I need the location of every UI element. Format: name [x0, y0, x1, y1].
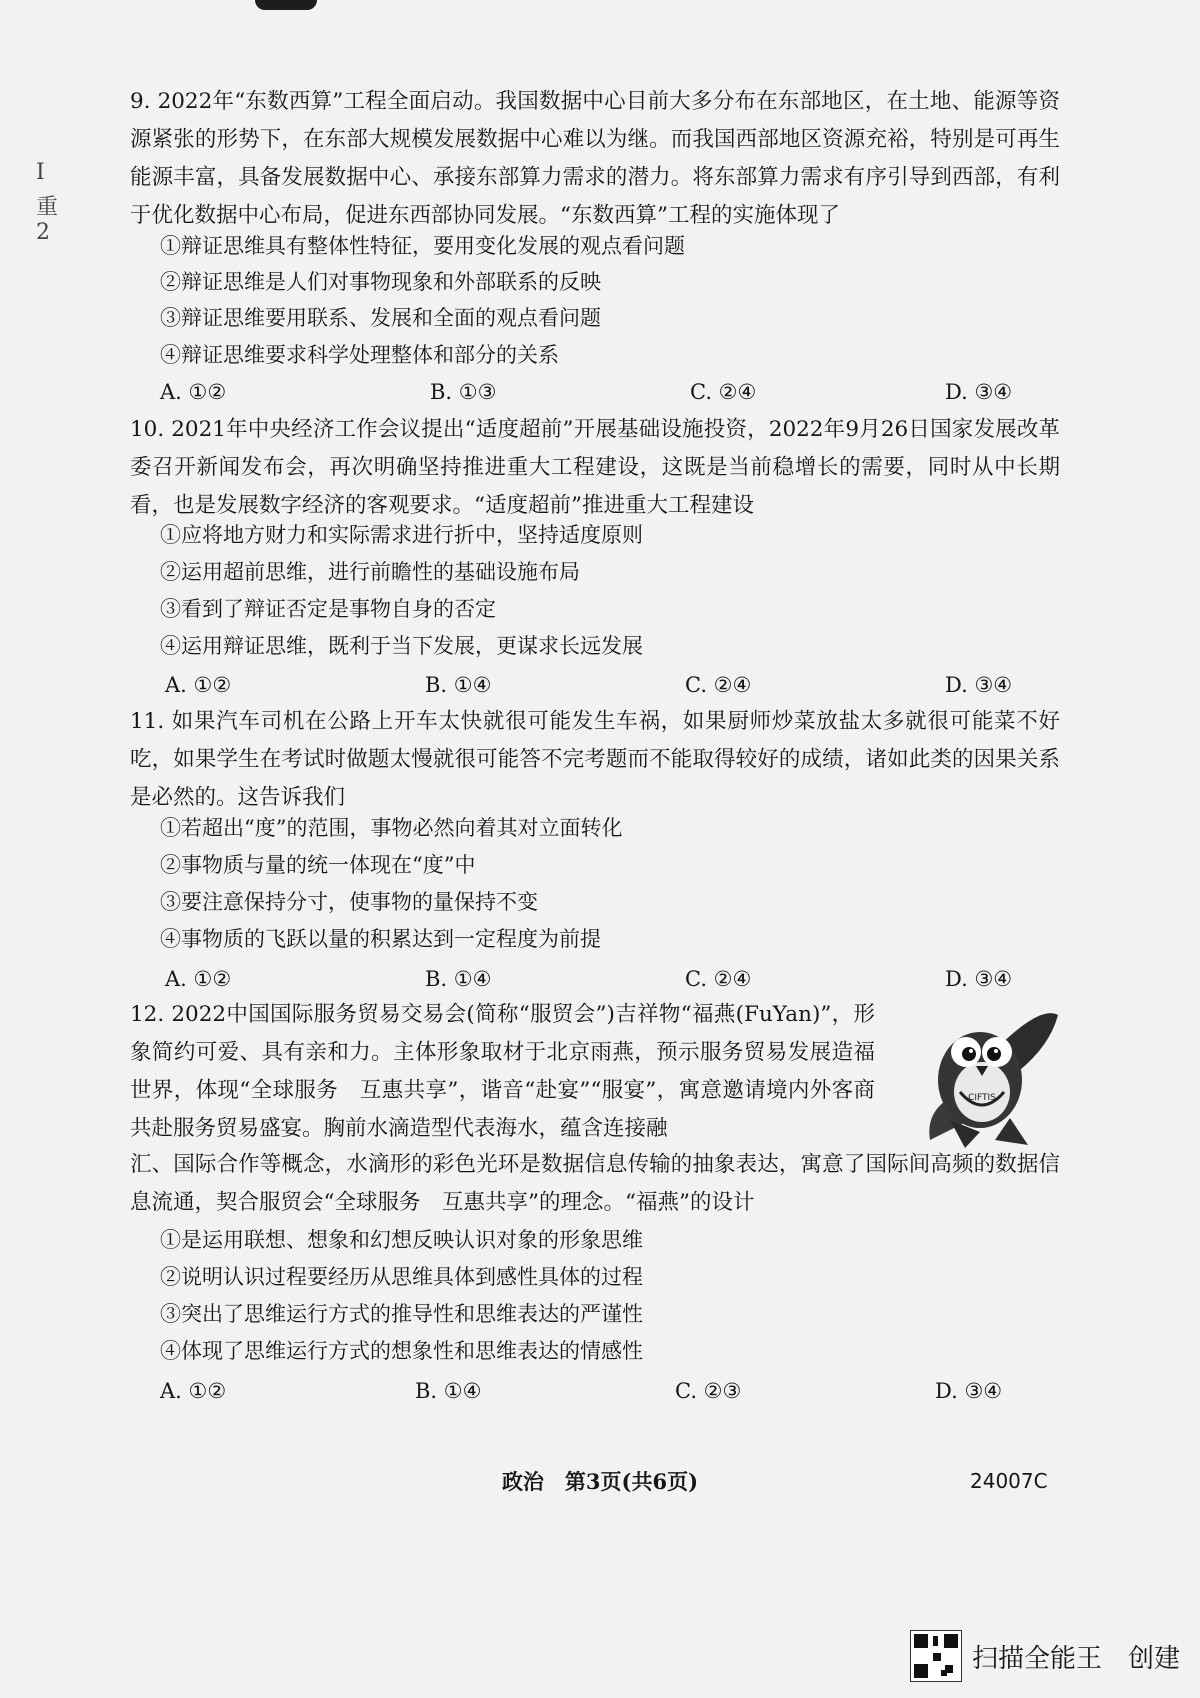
question-9-answer: A. ①②	[160, 380, 227, 404]
question-12-option: ④体现了思维运行方式的想象性和思维表达的情感性	[160, 1339, 643, 1363]
question-9-option: ②辩证思维是人们对事物现象和外部联系的反映	[160, 270, 601, 294]
question-12-option: ②说明认识过程要经历从思维具体到感性具体的过程	[160, 1265, 643, 1289]
question-12-answer: C. ②③	[675, 1379, 742, 1403]
question-10-answer: B. ①④	[425, 673, 492, 697]
question-10-option: ②运用超前思维，进行前瞻性的基础设施布局	[160, 560, 580, 584]
question-12-answer: B. ①④	[415, 1379, 482, 1403]
question-9-answer: B. ①③	[430, 380, 497, 404]
scanner-watermark-text: 扫描全能王 创建	[972, 1643, 1181, 1674]
question-9-option: ①辩证思维具有整体性特征，要用变化发展的观点看问题	[160, 234, 685, 258]
question-11-option: ④事物质的飞跃以量的积累达到一定程度为前提	[160, 927, 601, 951]
question-12-stem: 12. 2022中国国际服务贸易交易会(简称“服贸会”)吉祥物“福燕(FuYan)”，形象简约可爱、具有亲和力。主体形象取材于北京雨燕，预示服务贸易发展造福世界，体现“全球服务 互惠共享”，谐音“赴宴”“服宴”，寓意邀请境内外客商共赴服务贸易盛宴。胸前水滴造型代表海水，蕴含连接融	[130, 1002, 875, 1141]
page-footer: 政治 第3页(共6页)	[501, 1469, 699, 1494]
mascot-badge-text: CIFTIS	[968, 1093, 996, 1103]
question-11-stem: 11. 如果汽车司机在公路上开车太快就很可能发生车祸，如果厨师炒菜放盐太多就很可能菜不好吃，如果学生在考试时做题太慢就很可能答不完考题而不能取得较好的成绩，诸如此类的因果关系是必然的。这告诉我们	[130, 709, 1060, 810]
margin-mark: 2	[36, 220, 50, 245]
question-10-option: ③看到了辩证否定是事物自身的否定	[160, 597, 496, 621]
question-10-answer: D. ③④	[945, 673, 1013, 697]
question-9-answer: C. ②④	[690, 380, 757, 404]
question-10-option: ①应将地方财力和实际需求进行折中，坚持适度原则	[160, 523, 643, 547]
question-10-stem: 10. 2021年中央经济工作会议提出“适度超前”开展基础设施投资，2022年9月26日国家发展改革委召开新闻发布会，再次明确坚持推进重大工程建设，这既是当前稳增长的需要，同时从中长期看，也是发展数字经济的客观要求。“适度超前”推进重大工程建设	[130, 417, 1060, 518]
question-11-option: ③要注意保持分寸，使事物的量保持不变	[160, 890, 538, 914]
margin-mark: I	[36, 160, 45, 185]
exam-code: 24007C	[970, 1469, 1048, 1493]
question-11-answer: A. ①②	[165, 967, 232, 991]
question-9-stem: 9. 2022年“东数西算”工程全面启动。我国数据中心目前大多分布在东部地区，在土地、能源等资源紧张的形势下，在东部大规模发展数据中心难以为继。而我国西部地区资源充裕，特别是可再生能源丰富，具备发展数据中心、承接东部算力需求的潜力。将东部算力需求有序引导到西部，有利于优化数据中心布局，促进东西部协同发展。“东数西算”工程的实施体现了	[130, 89, 1060, 228]
question-12-answer: A. ①②	[160, 1379, 227, 1403]
question-11-answer: C. ②④	[685, 967, 752, 991]
question-11-answer: D. ③④	[945, 967, 1013, 991]
question-11-option: ①若超出“度”的范围，事物必然向着其对立面转化	[160, 816, 623, 840]
question-11-option: ②事物质与量的统一体现在“度”中	[160, 853, 476, 877]
scanner-watermark	[910, 1630, 1180, 1682]
question-9-answer: D. ③④	[945, 380, 1013, 404]
question-12-answer: D. ③④	[935, 1379, 1003, 1403]
question-12-option: ①是运用联想、想象和幻想反映认识对象的形象思维	[160, 1228, 643, 1252]
question-10-option: ④运用辩证思维，既利于当下发展，更谋求长远发展	[160, 634, 643, 658]
question-10-answer: C. ②④	[685, 673, 752, 697]
question-12-option: ③突出了思维运行方式的推导性和思维表达的严谨性	[160, 1302, 643, 1326]
question-11-answer: B. ①④	[425, 967, 492, 991]
scan-blob	[255, 0, 317, 10]
question-10-answer: A. ①②	[165, 673, 232, 697]
swallow-mascot-icon	[910, 1000, 1060, 1150]
question-12-stem-continued: 汇、国际合作等概念，水滴形的彩色光环是数据信息传输的抽象表达，寓意了国际间高频的数据信息流通，契合服贸会“全球服务 互惠共享”的理念。“福燕”的设计	[130, 1152, 1060, 1215]
question-9-option: ④辩证思维要求科学处理整体和部分的关系	[160, 343, 559, 367]
margin-mark: 重	[36, 195, 59, 220]
question-9-option: ③辩证思维要用联系、发展和全面的观点看问题	[160, 306, 601, 330]
qr-code-icon	[910, 1630, 962, 1682]
